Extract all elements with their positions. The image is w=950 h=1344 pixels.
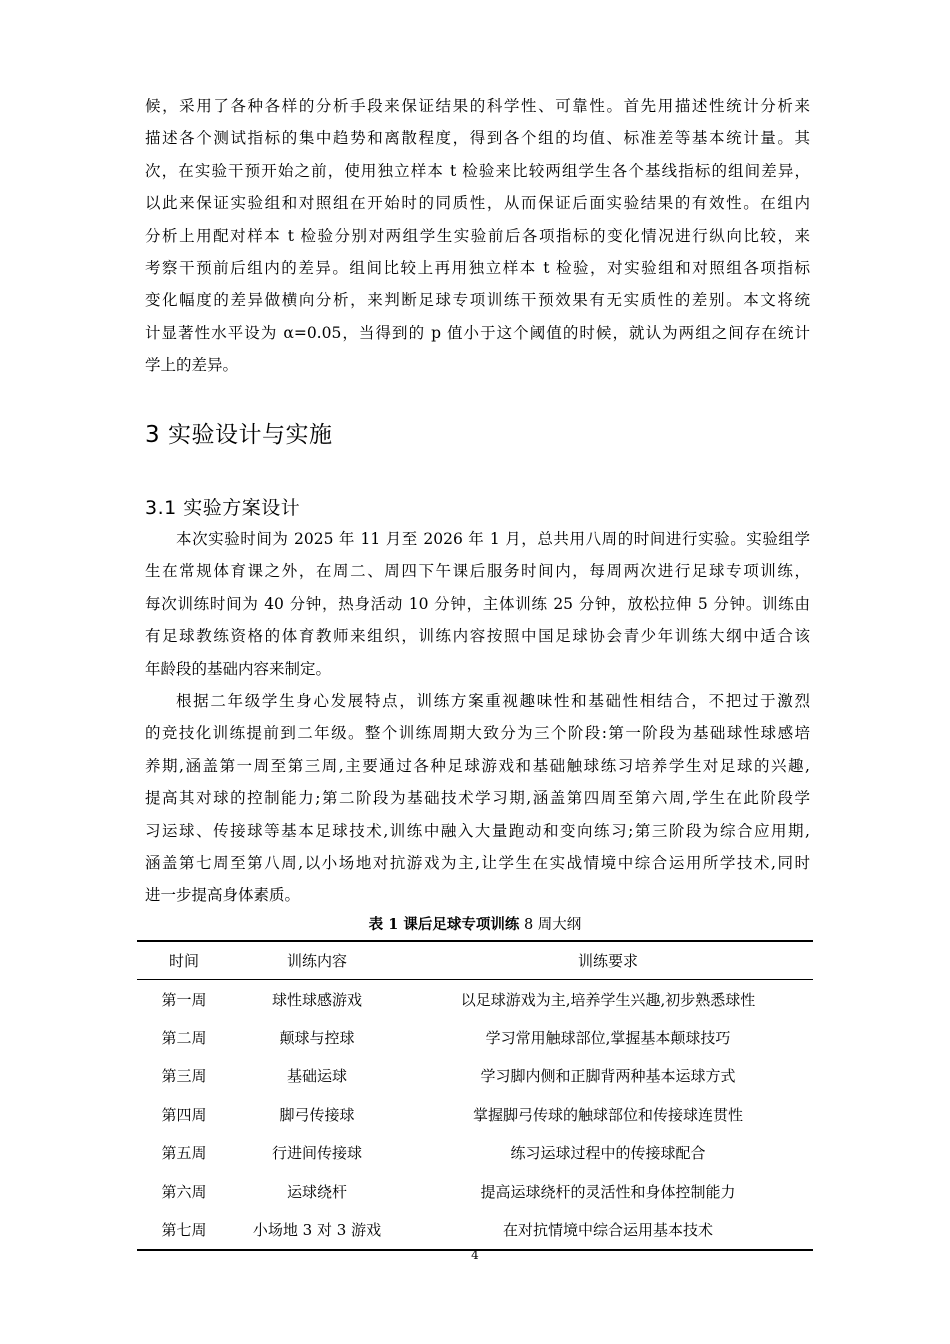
cell-content: 颠球与控球 <box>279 1029 355 1048</box>
cell-requirement: 在对抗情境中综合运用基本技术 <box>403 1210 813 1249</box>
text-line: 描述各个测试指标的集中趋势和离散程度，得到各个组的均值、标准差等基本统计量。其 <box>145 129 810 148</box>
cell-requirement: 掌握脚弓传球的触球部位和传接球连贯性 <box>472 1105 743 1124</box>
cell-content: 脚弓传接球 <box>279 1105 355 1124</box>
text-line: 本次实验时间为 2025 年 11 月至 2026 年 1 月，总共用八周的时间进行实验。实验组学 <box>176 530 810 548</box>
cell-requirement: 以足球游戏为主,培养学生兴趣,初步熟悉球性 <box>460 990 756 1009</box>
table-row <box>137 980 813 1019</box>
text-line: 考察干预前后组内的差异。组间比较上再用独立样本 t 检验，对实验组和对照组各项指标 <box>145 259 810 278</box>
section-heading: 3 实验设计与实施 <box>145 422 333 448</box>
cell-week: 第七周 <box>137 1210 231 1249</box>
cell-week: 第三周 <box>161 1067 207 1086</box>
paragraph-training-stages <box>145 685 810 912</box>
cell-week: 第四周 <box>161 1105 207 1124</box>
cell-requirement: 学习常用触球部位,掌握基本颠球技巧 <box>485 1029 731 1048</box>
cell-requirement: 练习运球过程中的传接球配合 <box>510 1144 706 1163</box>
table-row <box>137 1018 813 1056</box>
text-line: 进一步提高身体素质。 <box>145 886 301 905</box>
training-outline-table <box>137 940 813 1251</box>
cell-content: 行进间传接球 <box>271 1144 362 1163</box>
table-caption-text: 8 周大纲 <box>519 917 582 933</box>
text-line: 涵盖第七周至第八周,以小场地对抗游戏为主,让学生在实战情境中综合运用所学技术,同时 <box>145 854 810 873</box>
table-caption-label: 表 1 课后足球专项训练 <box>368 916 520 933</box>
column-header-requirement: 训练要求 <box>403 941 813 980</box>
text-line: 年龄段的基础内容来制定。 <box>145 659 332 678</box>
text-line: 候，采用了各种各样的分析手段来保证结果的科学性、可靠性。首先用描述性统计分析来 <box>145 97 810 115</box>
cell-week: 第六周 <box>161 1182 207 1201</box>
table-row <box>137 1210 813 1249</box>
table-row <box>137 1057 813 1095</box>
cell-requirement: 提高运球绕杆的灵活性和身体控制能力 <box>480 1182 736 1201</box>
cell-content: 球性球感游戏 <box>271 990 362 1009</box>
text-line: 分析上用配对样本 t 检验分别对两组学生实验前后各项指标的变化情况进行纵向比较，来 <box>145 226 810 245</box>
text-line: 学上的差异。 <box>145 356 239 375</box>
text-line: 提高其对球的控制能力;第二阶段为基础技术学习期,涵盖第四周至第六周,学生在此阶段学 <box>145 789 810 808</box>
page-number: 4 <box>471 1248 479 1262</box>
text-line: 根据二年级学生身心发展特点，训练方案重视趣味性和基础性相结合，不把过于激烈 <box>176 692 810 710</box>
column-header-time: 时间 <box>137 941 231 980</box>
paragraph-experiment-schedule <box>145 523 810 685</box>
cell-week: 第二周 <box>161 1029 207 1048</box>
table-header-row <box>137 941 813 980</box>
cell-requirement: 学习脚内侧和正脚背两种基本运球方式 <box>480 1067 736 1086</box>
text-line: 以此来保证实验组和对照组在开始时的同质性，从而保证后面实验结果的有效性。在组内 <box>145 194 810 213</box>
subsection-heading: 3.1 实验方案设计 <box>145 497 301 519</box>
paragraph-analysis-methods <box>145 90 810 382</box>
cell-week: 第五周 <box>161 1144 207 1163</box>
cell-content: 小场地 3 对 3 游戏 <box>231 1210 403 1249</box>
text-line: 的竞技化训练提前到二年级。整个训练周期大致分为三个阶段:第一阶段为基础球性球感培 <box>145 724 810 743</box>
cell-content: 基础运球 <box>286 1067 347 1086</box>
column-header-content: 训练内容 <box>231 941 403 980</box>
text-line: 变化幅度的差异做横向分析，来判断足球专项训练干预效果有无实质性的差别。本文将统 <box>145 291 810 310</box>
cell-content: 运球绕杆 <box>286 1182 347 1201</box>
text-line: 习运球、传接球等基本足球技术,训练中融入大量跑动和变向练习;第三阶段为综合应用期, <box>145 821 810 840</box>
text-line: 每次训练时间为 40 分钟，热身活动 10 分钟，主体训练 25 分钟，放松拉伸 5 分钟。训练由 <box>145 594 810 613</box>
cell-week: 第一周 <box>161 990 207 1009</box>
table-caption <box>0 913 950 934</box>
text-line: 养期,涵盖第一周至第三周,主要通过各种足球游戏和基础触球练习培养学生对足球的兴趣, <box>145 756 810 775</box>
table-row <box>137 1134 813 1172</box>
table-row <box>137 1172 813 1210</box>
table-row <box>137 1095 813 1133</box>
text-line: 次，在实验干预开始之前，使用独立样本 t 检验来比较两组学生各个基线指标的组间差异， <box>145 161 810 180</box>
text-line: 有足球教练资格的体育教师来组织，训练内容按照中国足球协会青少年训练大纲中适合该 <box>145 627 810 646</box>
text-line: 计显著性水平设为 α=0.05，当得到的 p 值小于这个阈值的时候，就认为两组之间存在统计 <box>145 323 810 342</box>
text-line: 生在常规体育课之外，在周二、周四下午课后服务时间内，每周两次进行足球专项训练， <box>145 562 810 581</box>
